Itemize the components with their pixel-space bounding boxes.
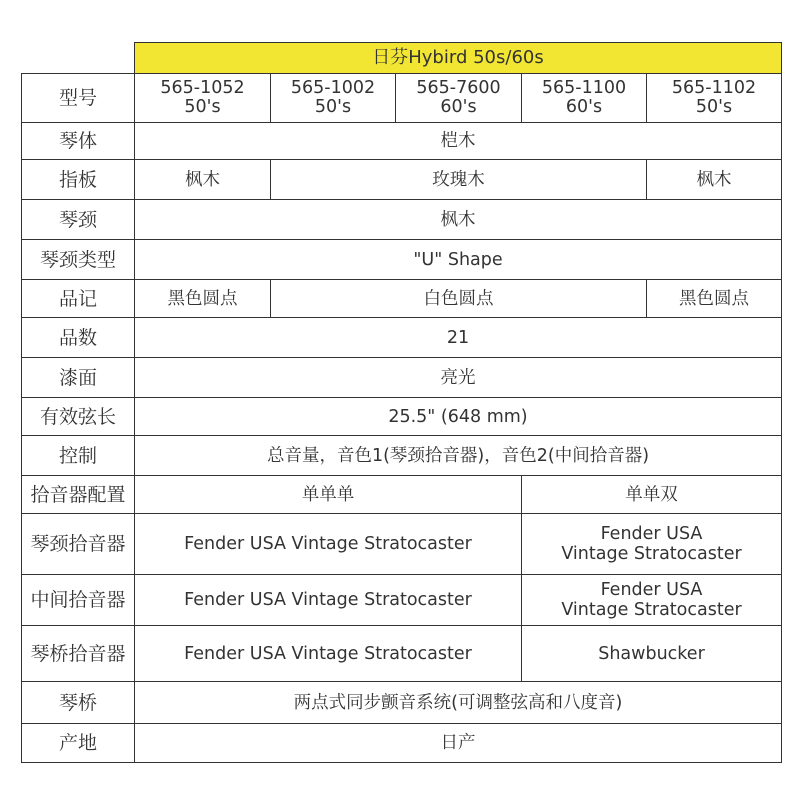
model-code: 565-7600	[416, 78, 501, 98]
value-neck-pickup-a: Fender USA Vintage Stratocaster	[135, 514, 522, 575]
value-neck-pickup-b-line1: Fender USA	[600, 524, 703, 544]
label-scale: 有效弦长	[22, 398, 135, 436]
row-inlay	[22, 280, 782, 318]
row-neck-shape	[22, 240, 782, 280]
row-scale	[22, 398, 782, 436]
spec-table	[21, 42, 782, 763]
model-cell-4	[522, 74, 647, 123]
value-pickup-config-a: 单单单	[135, 476, 522, 514]
label-bridge: 琴桥	[22, 682, 135, 724]
label-finish: 漆面	[22, 358, 135, 398]
value-middle-pickup-b	[522, 575, 782, 626]
label-body: 琴体	[22, 123, 135, 160]
value-inlay-left: 黑色圆点	[135, 280, 271, 318]
value-controls: 总音量，音色1(琴颈拾音器)，音色2(中间拾音器)	[135, 436, 782, 476]
value-neck-pickup-b-line2: Vintage Stratocaster	[561, 544, 742, 564]
value-origin: 日产	[135, 724, 782, 763]
label-inlay: 品记	[22, 280, 135, 318]
label-neck-shape: 琴颈类型	[22, 240, 135, 280]
value-neck: 枫木	[135, 200, 782, 240]
label-origin: 产地	[22, 724, 135, 763]
label-bridge-pickup: 琴桥拾音器	[22, 626, 135, 682]
model-era: 50's	[314, 97, 352, 117]
value-frets: 21	[135, 318, 782, 358]
row-middle-pickup	[22, 575, 782, 626]
value-middle-pickup-b-line1: Fender USA	[600, 580, 703, 600]
row-model	[22, 74, 782, 123]
value-bridge: 两点式同步颤音系统(可调整弦高和八度音)	[135, 682, 782, 724]
model-code: 565-1052	[160, 78, 245, 98]
value-middle-pickup-a: Fender USA Vintage Stratocaster	[135, 575, 522, 626]
value-body: 桤木	[135, 123, 782, 160]
row-bridge	[22, 682, 782, 724]
row-finish	[22, 358, 782, 398]
value-middle-pickup-b-line2: Vintage Stratocaster	[561, 600, 742, 620]
value-neck-shape: "U" Shape	[135, 240, 782, 280]
row-fingerboard	[22, 160, 782, 200]
value-inlay-middle: 白色圆点	[271, 280, 647, 318]
model-cell-1	[135, 74, 271, 123]
table-title: 日芬Hybird 50s/60s	[135, 43, 782, 74]
label-middle-pickup: 中间拾音器	[22, 575, 135, 626]
label-neck: 琴颈	[22, 200, 135, 240]
row-frets	[22, 318, 782, 358]
label-fingerboard: 指板	[22, 160, 135, 200]
model-era: 50's	[184, 97, 221, 117]
row-body	[22, 123, 782, 160]
value-fingerboard-middle: 玫瑰木	[271, 160, 647, 200]
value-bridge-pickup-a: Fender USA Vintage Stratocaster	[135, 626, 522, 682]
title-row	[22, 43, 782, 74]
value-fingerboard-right: 枫木	[647, 160, 782, 200]
value-inlay-right: 黑色圆点	[647, 280, 782, 318]
model-code: 565-1100	[541, 78, 627, 98]
value-finish: 亮光	[135, 358, 782, 398]
row-controls	[22, 436, 782, 476]
value-bridge-pickup-b: Shawbucker	[522, 626, 782, 682]
model-era: 60's	[565, 97, 603, 117]
row-pickup-config	[22, 476, 782, 514]
label-neck-pickup: 琴颈拾音器	[22, 514, 135, 575]
model-cell-3	[396, 74, 522, 123]
row-origin	[22, 724, 782, 763]
label-model: 型号	[22, 74, 135, 123]
corner-cell	[22, 43, 135, 74]
value-fingerboard-left: 枫木	[135, 160, 271, 200]
label-controls: 控制	[22, 436, 135, 476]
model-era: 60's	[440, 97, 477, 117]
label-frets: 品数	[22, 318, 135, 358]
model-era: 50's	[695, 97, 733, 117]
row-neck-pickup	[22, 514, 782, 575]
row-neck	[22, 200, 782, 240]
model-cell-5	[647, 74, 782, 123]
model-code: 565-1102	[671, 78, 757, 98]
value-neck-pickup-b	[522, 514, 782, 575]
model-code: 565-1002	[290, 78, 376, 98]
model-cell-2	[271, 74, 396, 123]
label-pickup-config: 拾音器配置	[22, 476, 135, 514]
value-pickup-config-b: 单单双	[522, 476, 782, 514]
row-bridge-pickup	[22, 626, 782, 682]
value-scale: 25.5" (648 mm)	[135, 398, 782, 436]
